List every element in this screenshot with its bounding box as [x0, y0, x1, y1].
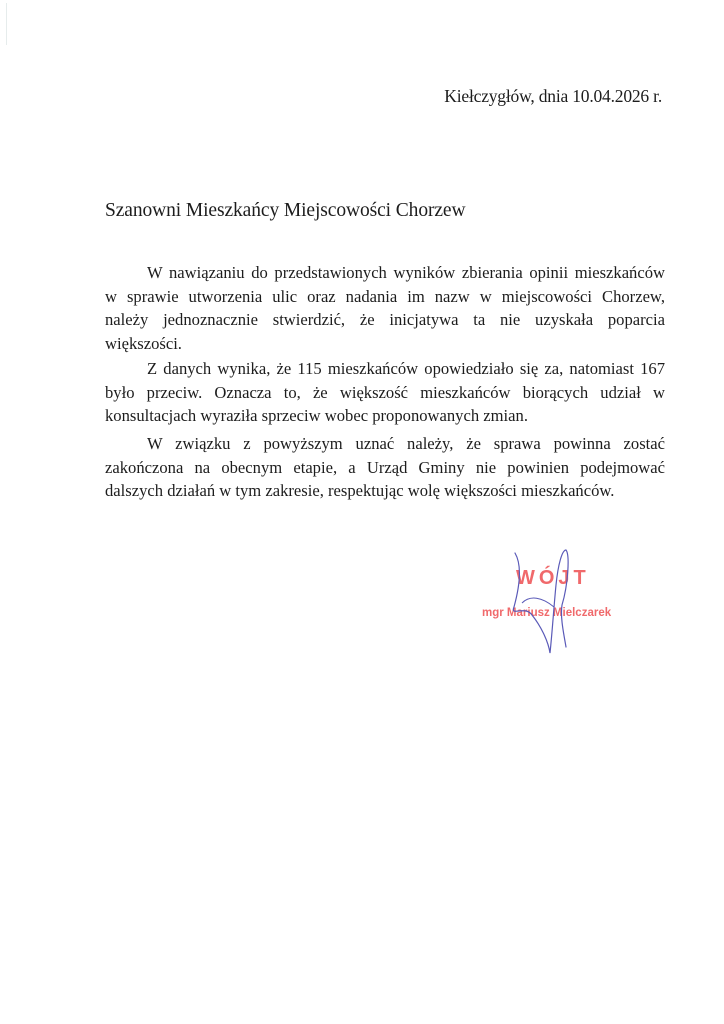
text-line: Z danych wynika, że 115 mieszkańców opowiedziało się za, natomiast 167	[147, 359, 665, 378]
text-line: w sprawie utworzenia ulic oraz nadania im nazw w miejscowości Chorzew,	[105, 286, 665, 306]
official-stamp	[470, 545, 640, 660]
scan-edge-mark	[6, 3, 7, 45]
text-line: W związku z powyższym uznać należy, że sprawa powinna zostać	[147, 434, 665, 453]
text-line: zakończona na obecnym etapie, a Urząd Gminy nie powinien podejmować	[105, 457, 665, 477]
text-line: należy jednoznacznie stwierdzić, że inicjatywa ta nie uzyskała poparcia	[105, 310, 665, 329]
text-line: było przeciw. Oznacza to, że większość mieszkańców biorących udział w	[105, 382, 665, 402]
salutation-heading: Szanowni Mieszkańcy Miejscowości Chorzew	[105, 200, 466, 221]
text-line: dalszych działań w tym zakresie, respektując wolę większości mieszkańców.	[105, 481, 615, 500]
text-line: konsultacjach wyraziła sprzeciw wobec proponowanych zmian.	[105, 406, 528, 425]
paragraph-2	[105, 357, 665, 428]
stamp-name: mgr Mariusz Mielczarek	[482, 607, 612, 619]
paragraph-1	[105, 261, 665, 355]
handwritten-signature	[470, 545, 640, 660]
paragraph-3	[105, 432, 665, 503]
stamp-title: WÓJT	[516, 567, 590, 589]
place-and-date: Kiełczygłów, dnia 10.04.2026 r.	[444, 86, 662, 106]
text-line: W nawiązaniu do przedstawionych wyników zbierania opinii mieszkańców	[147, 263, 665, 282]
text-line: większości.	[105, 333, 182, 353]
